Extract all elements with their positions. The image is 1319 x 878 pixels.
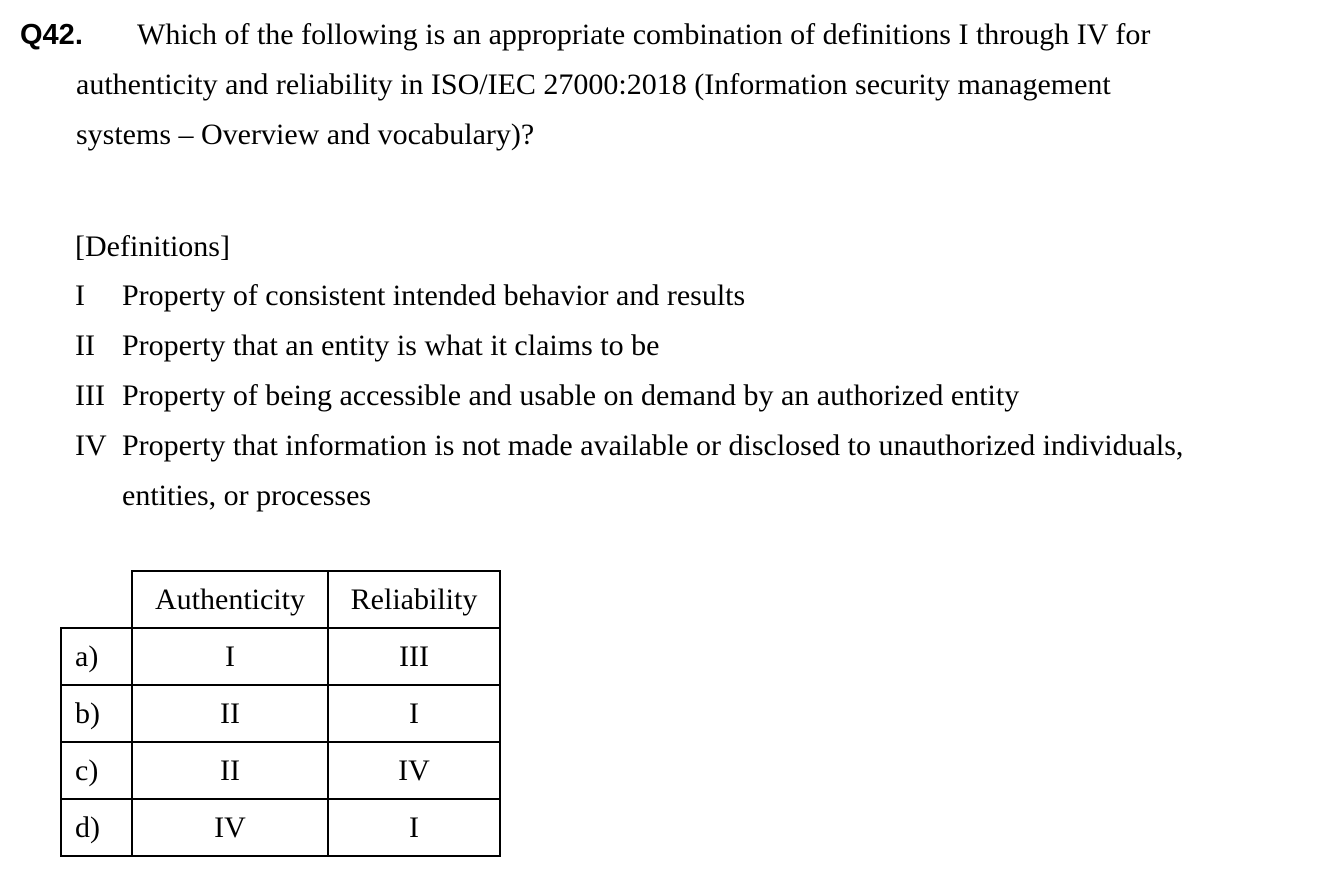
table-corner-blank (61, 571, 132, 628)
definition-text: Property of consistent intended behavior and results (122, 279, 746, 312)
reliability-cell: IV (328, 742, 500, 799)
question-text-line-3: systems – Overview and vocabulary)? (76, 118, 535, 151)
definition-i (75, 276, 745, 316)
authenticity-cell: II (132, 685, 328, 742)
definitions-heading: [Definitions] (75, 230, 230, 263)
definition-iii (75, 376, 1019, 416)
header-authenticity: Authenticity (132, 571, 328, 628)
question-number: Q42. (20, 19, 83, 51)
choice-label: d) (61, 799, 132, 856)
table-row-a (61, 628, 500, 685)
definition-number: III (75, 379, 105, 412)
table-row-d (61, 799, 500, 856)
definition-number: I (75, 279, 85, 312)
table-header-row (61, 571, 500, 628)
choice-label: b) (61, 685, 132, 742)
authenticity-cell: I (132, 628, 328, 685)
answer-table (60, 570, 501, 857)
definition-iv (75, 426, 1183, 466)
definition-ii (75, 326, 659, 366)
definition-number: IV (75, 429, 107, 462)
definition-iv-continuation: entities, or processes (122, 479, 372, 512)
definition-number: II (75, 329, 95, 362)
choice-label: c) (61, 742, 132, 799)
choice-label: a) (61, 628, 132, 685)
table-row-c (61, 742, 500, 799)
reliability-cell: III (328, 628, 500, 685)
question-text-line-2: authenticity and reliability in ISO/IEC 27000:2018 (Information security management (76, 68, 1111, 101)
authenticity-cell: IV (132, 799, 328, 856)
definition-text: Property that information is not made available or disclosed to unauthorized individuals, (122, 429, 1184, 462)
header-reliability: Reliability (328, 571, 500, 628)
question-text-line-1: Which of the following is an appropriate combination of definitions I through IV for (137, 18, 1151, 51)
reliability-cell: I (328, 685, 500, 742)
definition-text: Property of being accessible and usable on demand by an authorized entity (122, 379, 1020, 412)
reliability-cell: I (328, 799, 500, 856)
table-row-b (61, 685, 500, 742)
definition-text: Property that an entity is what it claims to be (122, 329, 660, 362)
authenticity-cell: II (132, 742, 328, 799)
